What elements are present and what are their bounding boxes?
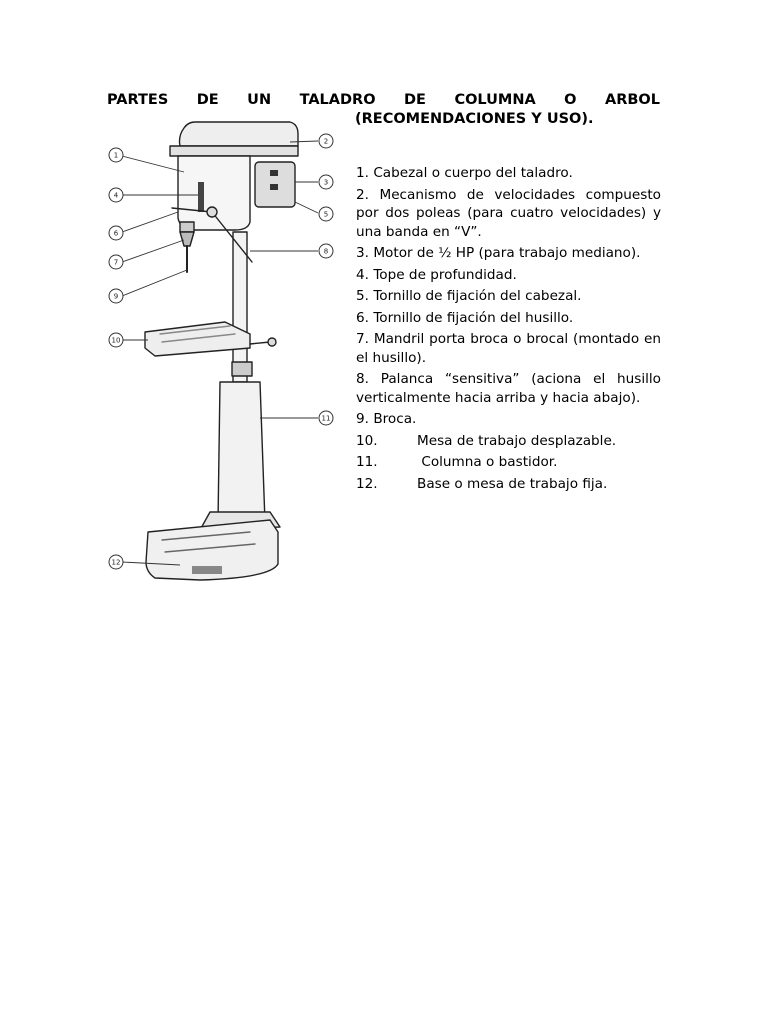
drill-press-illustration (100, 112, 345, 602)
callout-label-5: 5 (323, 210, 329, 219)
callout-label-12: 12 (111, 558, 121, 567)
list-item: 10. Mesa de trabajo desplazable. (356, 432, 617, 449)
callout-label-10: 10 (111, 336, 121, 345)
list-item: 9. Broca. (356, 411, 417, 427)
list-item: 12. Base o mesa de trabajo fija. (356, 475, 608, 492)
callout-label-11: 11 (321, 414, 331, 423)
list-item: 4. Tope de profundidad. (356, 266, 517, 283)
callout-label-9: 9 (113, 292, 119, 301)
callout-label-4: 4 (113, 191, 119, 200)
callout-label-8: 8 (323, 247, 329, 256)
callout-label-7: 7 (113, 258, 119, 267)
callout-label-3: 3 (323, 178, 329, 187)
list-item: 2. Mecanismo de velocidades compuesto por dos poleas (para cuatro velocidades) y una banda en “V”. (356, 186, 661, 240)
callout-label-2: 2 (323, 137, 329, 146)
callout-label-6: 6 (113, 229, 119, 238)
heading-line-1: PARTES DE UN TALADRO DE COLUMNA O ARBOL (107, 92, 660, 108)
callout-label-1: 1 (113, 151, 119, 160)
parts-list (356, 164, 661, 496)
list-item: 1. Cabezal o cuerpo del taladro. (356, 165, 573, 181)
list-item: 6. Tornillo de fijación del husillo. (356, 309, 574, 326)
list-item: 5. Tornillo de fijación del cabezal. (356, 288, 582, 304)
list-item: 7. Mandril porta broca o brocal (montado en el husillo). (356, 331, 661, 366)
heading-line-2: (RECOMENDACIONES Y USO). (355, 111, 594, 127)
list-item: 11. Columna o bastidor. (356, 454, 558, 470)
list-item: 8. Palanca “sensitiva” (aciona el husillo verticalmente hacia arriba y hacia abajo). (356, 371, 661, 406)
list-item: 3. Motor de ½ HP (para trabajo mediano). (356, 245, 641, 261)
